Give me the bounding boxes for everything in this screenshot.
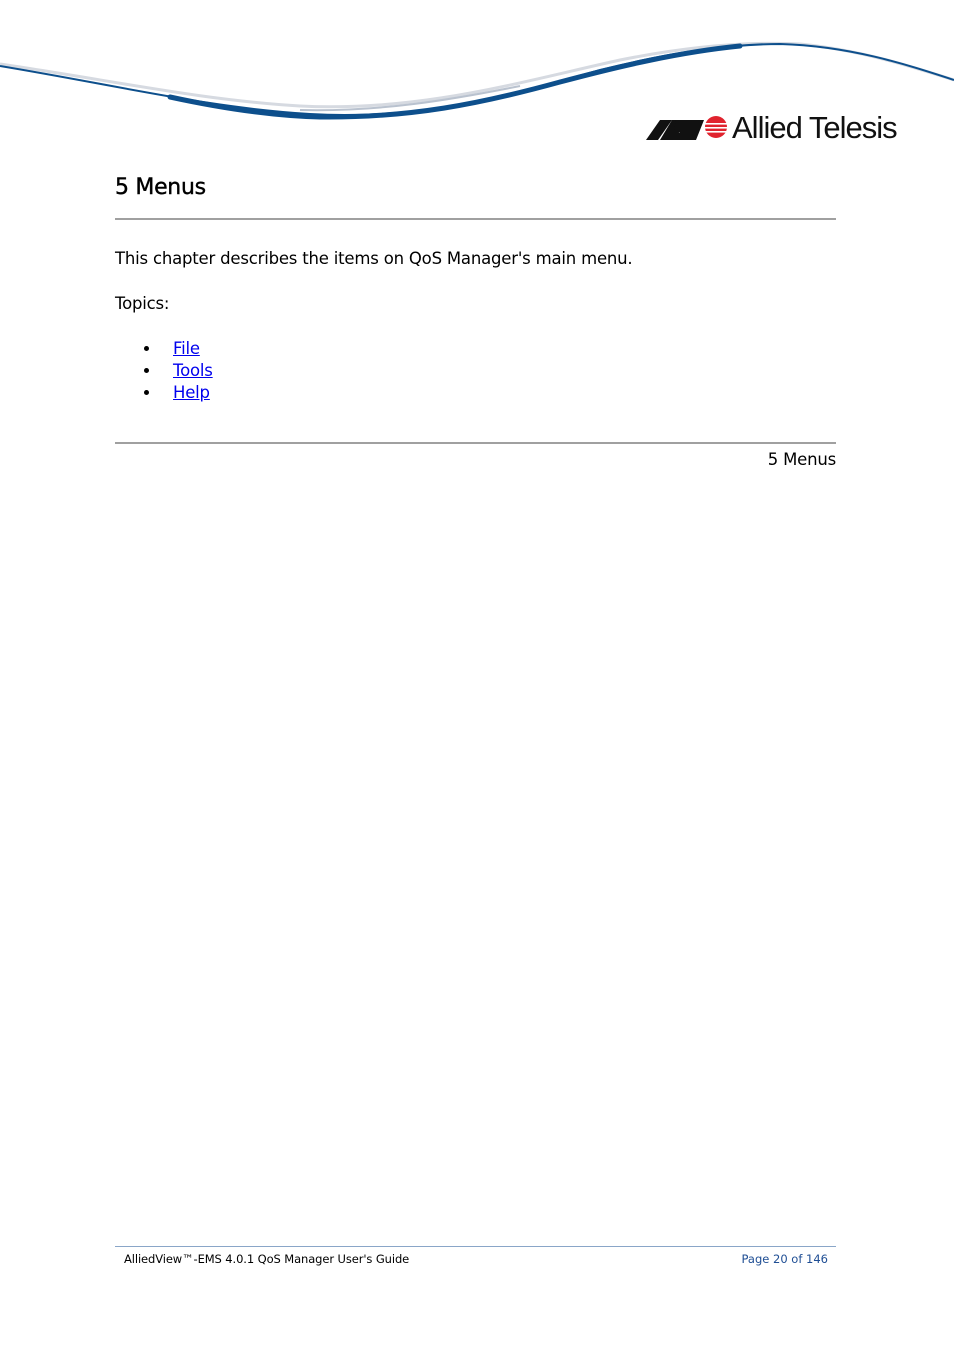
topic-link-file[interactable]: File xyxy=(173,339,200,358)
chapter-intro: This chapter describes the items on QoS Manager's main menu. xyxy=(115,249,633,268)
section-footer-label: 5 Menus xyxy=(767,450,836,469)
guide-title: AlliedView™-EMS 4.0.1 QoS Manager User's Guide xyxy=(124,1252,410,1266)
bullet-icon xyxy=(144,390,149,395)
page-indicator: Page 20 of 146 xyxy=(741,1252,828,1266)
topics-label: Topics: xyxy=(115,294,170,313)
bullet-icon xyxy=(144,346,149,351)
bullet-icon xyxy=(144,368,149,373)
allied-telesis-logo xyxy=(646,108,898,148)
topic-link-help[interactable]: Help xyxy=(173,383,210,402)
page-footer-divider xyxy=(115,1246,836,1247)
topic-link-tools[interactable]: Tools xyxy=(173,361,213,380)
brand-name: Allied Telesis xyxy=(732,110,897,145)
title-divider xyxy=(115,218,836,220)
allied-telesis-logo-mark-icon xyxy=(646,114,728,140)
section-end-divider xyxy=(115,442,836,444)
chapter-title: 5 Menus xyxy=(115,175,206,200)
